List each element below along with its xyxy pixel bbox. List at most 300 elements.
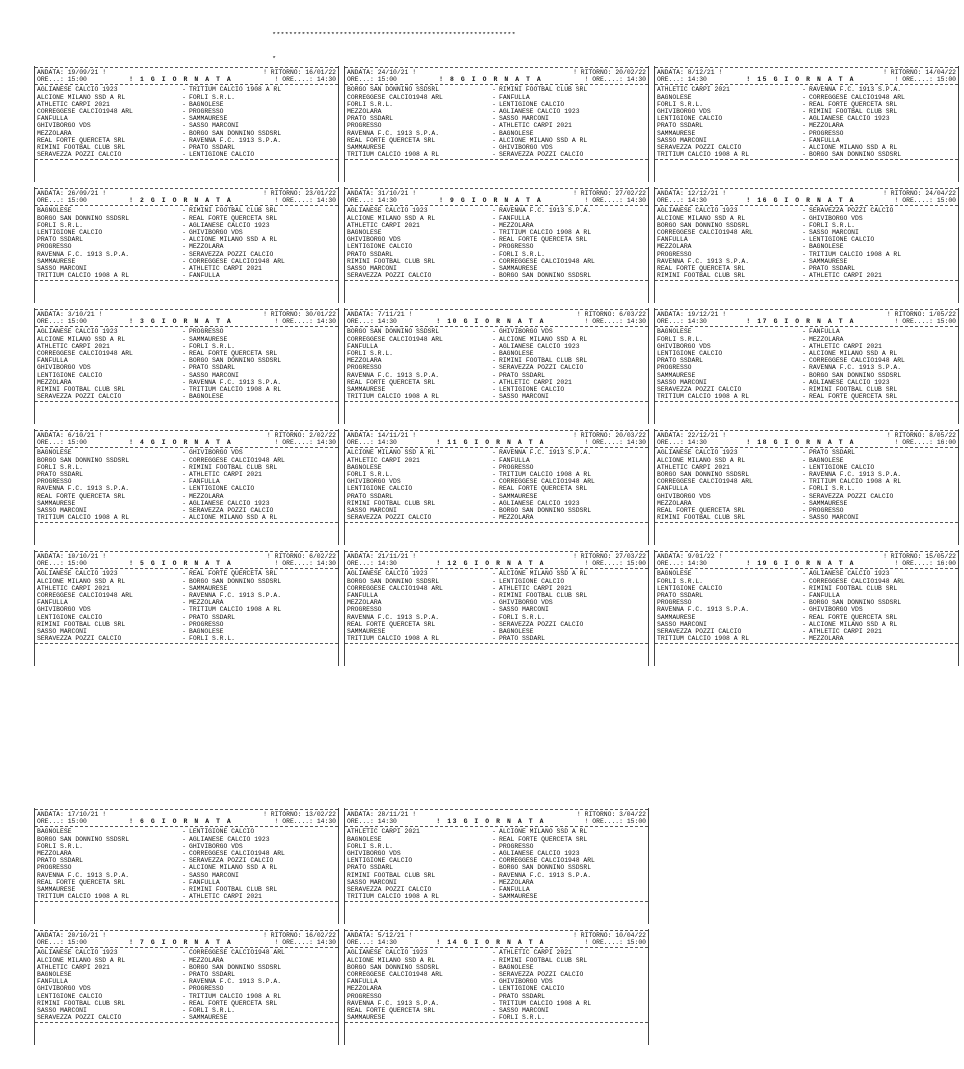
- bang-mark: !: [573, 432, 577, 439]
- giornata-title: [87, 76, 275, 83]
- home-team: RAVENNA F.C. 1913 S.P.A.: [37, 250, 130, 258]
- home-team: BORGO SAN DONNINO SSDSRL: [347, 86, 440, 94]
- ore-andata: 14:30: [687, 439, 707, 447]
- andata-date: 22/12/21: [687, 432, 719, 439]
- match-dash: -: [182, 842, 186, 850]
- ore-label: ORE...:: [37, 76, 64, 84]
- away-team: TRITIUM CALCIO 1908 A RL: [189, 86, 282, 94]
- away-team: SAMMAURESE: [809, 499, 848, 507]
- match-row: [655, 101, 958, 108]
- match-row: [345, 872, 648, 879]
- away-team: AGLIANESE CALCIO 1923: [189, 499, 270, 507]
- ritorno-date: 16/02/22: [305, 932, 336, 939]
- match-dash: -: [182, 122, 186, 130]
- ritorno-group: [267, 553, 336, 560]
- away-team: MEZZOLARA: [189, 599, 224, 607]
- match-row: [35, 251, 338, 258]
- match-dash: -: [492, 207, 496, 215]
- match-dash: -: [802, 143, 806, 151]
- match-row: [345, 386, 648, 393]
- andata-ritorno-row: [35, 553, 338, 560]
- ore-label: ORE....:: [282, 818, 313, 826]
- away-team: RIMINI FOOTBAL CLUB SRL: [189, 463, 278, 471]
- away-team: SERAVEZZA POZZI CALCIO: [499, 364, 584, 372]
- match-dash: -: [802, 272, 806, 280]
- match-row: [655, 243, 958, 250]
- match-dash: -: [492, 449, 496, 457]
- home-team: TRITIUM CALCIO 1908 A RL: [657, 393, 750, 401]
- away-team: PROGRESSO: [189, 985, 224, 993]
- home-team: PROGRESSO: [347, 122, 382, 130]
- match-dash: -: [492, 221, 496, 229]
- ore-label: ORE...:: [657, 439, 684, 447]
- ritorno-label: RITORNO:: [270, 190, 302, 197]
- home-team: MEZZOLARA: [657, 243, 692, 251]
- match-row: [345, 592, 648, 599]
- home-team: REAL FORTE QUERCETA SRL: [37, 878, 126, 886]
- giornata-number: 5: [139, 560, 146, 568]
- giornata-label: G I O R N A T A: [773, 197, 856, 205]
- ore-row: [655, 197, 958, 204]
- giornata-number: 14: [447, 939, 459, 947]
- separator-line: [345, 188, 648, 189]
- separator-line: [345, 280, 648, 281]
- match-dash: -: [182, 449, 186, 457]
- home-team: MEZZOLARA: [657, 499, 692, 507]
- home-team: SAMMAURESE: [347, 627, 386, 635]
- home-team: FANFULLA: [37, 115, 68, 123]
- match-dash: -: [802, 456, 806, 464]
- ore-row: [35, 818, 338, 825]
- bang-mark: !: [439, 197, 445, 205]
- match-dash: -: [182, 828, 186, 836]
- home-team: RIMINI FOOTBAL CLUB SRL: [657, 272, 746, 280]
- away-team: RAVENNA F.C. 1913 S.P.A.: [189, 378, 282, 386]
- home-team: FANFULLA: [657, 236, 688, 244]
- andata-date: 17/10/21: [67, 811, 99, 818]
- match-dash: -: [182, 885, 186, 893]
- match-dash: -: [182, 228, 186, 236]
- match-row: [655, 372, 958, 379]
- separator-line: [345, 84, 648, 85]
- ore-row: [345, 197, 648, 204]
- ritorno-date: 6/02/22: [309, 553, 336, 560]
- home-team: PRATO SSDARL: [347, 492, 394, 500]
- bang-mark: !: [263, 190, 267, 197]
- separator-line: [655, 430, 958, 431]
- match-dash: -: [492, 349, 496, 357]
- home-team: GHIVIBORGO VDS: [347, 236, 401, 244]
- separator-line: [345, 67, 648, 68]
- bang-mark: !: [412, 190, 417, 197]
- giornata-number: 10: [447, 318, 459, 326]
- andata-group: [657, 311, 726, 318]
- match-dash: -: [492, 963, 496, 971]
- home-team: PROGRESSO: [347, 606, 382, 614]
- away-team: FANFULLA: [499, 214, 530, 222]
- home-team: LENTIGIONE CALCIO: [347, 485, 413, 493]
- andata-label: ANDATA:: [37, 811, 64, 818]
- home-team: BAGNOLESE: [347, 835, 382, 843]
- away-team: ALCIONE MILANO SSD A RL: [499, 570, 588, 578]
- away-team: LENTIGIONE CALCIO: [189, 151, 255, 159]
- giornata-label: G I O R N A T A: [463, 560, 546, 568]
- ore-ritorno-group: [585, 560, 646, 567]
- match-row: [35, 964, 338, 971]
- home-team: BORGO SAN DONNINO SSDSRL: [347, 577, 440, 585]
- giornata-number: 7: [139, 939, 146, 947]
- away-team: BORGO SAN DONNINO SSDSRL: [189, 963, 282, 971]
- giornata-number: 11: [447, 439, 459, 447]
- match-row: [345, 236, 648, 243]
- header-star-side: *: [272, 56, 277, 60]
- match-row: [345, 207, 648, 214]
- away-team: PROGRESSO: [189, 328, 224, 336]
- home-team: BORGO SAN DONNINO SSDSRL: [657, 221, 750, 229]
- match-row: [345, 108, 648, 115]
- separator-line: [345, 826, 648, 827]
- home-team: AGLIANESE CALCIO 1923: [37, 86, 118, 94]
- separator-line: [345, 643, 648, 644]
- andata-ritorno-row: [655, 69, 958, 76]
- home-team: BORGO SAN DONNINO SSDSRL: [37, 835, 130, 843]
- home-team: RAVENNA F.C. 1913 S.P.A.: [657, 257, 750, 265]
- match-dash: -: [492, 470, 496, 478]
- match-dash: -: [182, 985, 186, 993]
- match-dash: -: [182, 577, 186, 585]
- ore-row: [35, 76, 338, 83]
- ritorno-group: [573, 932, 646, 939]
- ore-ritorno-group: [895, 560, 956, 567]
- andata-label: ANDATA:: [347, 553, 374, 560]
- away-team: MEZZOLARA: [809, 335, 844, 343]
- match-row: [345, 570, 648, 577]
- giornata-label: G I O R N A T A: [773, 439, 856, 447]
- away-team: GHIVIBORGO VDS: [499, 143, 553, 151]
- match-row: [35, 949, 338, 956]
- away-team: LENTIGIONE CALCIO: [189, 485, 255, 493]
- home-team: PROGRESSO: [37, 478, 72, 486]
- giornata-number: 19: [757, 560, 769, 568]
- ore-label: ORE...:: [37, 197, 64, 205]
- match-row: [35, 985, 338, 992]
- match-dash: -: [182, 871, 186, 879]
- match-dash: -: [492, 107, 496, 115]
- home-team: SAMMAURESE: [37, 499, 76, 507]
- match-dash: -: [802, 107, 806, 115]
- ore-row: [35, 318, 338, 325]
- home-team: AGLIANESE CALCIO 1923: [347, 207, 428, 215]
- match-dash: -: [182, 393, 186, 401]
- bang-mark: !: [129, 560, 135, 568]
- ore-label: ORE...:: [37, 560, 64, 568]
- separator-line: [35, 326, 338, 327]
- ore-row: [345, 439, 648, 446]
- match-dash: -: [802, 207, 806, 215]
- match-row: [345, 879, 648, 886]
- match-row: [345, 272, 648, 279]
- andata-ritorno-row: [35, 811, 338, 818]
- home-team: SASSO MARCONI: [347, 264, 397, 272]
- match-dash: -: [182, 635, 186, 643]
- away-team: TRITIUM CALCIO 1908 A RL: [809, 250, 902, 258]
- match-dash: -: [492, 357, 496, 365]
- away-team: REAL FORTE QUERCETA SRL: [499, 236, 588, 244]
- bang-mark: !: [746, 318, 752, 326]
- away-team: BAGNOLESE: [189, 100, 224, 108]
- bang-mark: !: [274, 76, 279, 84]
- bang-mark: !: [129, 818, 135, 826]
- andata-ritorno-row: [655, 190, 958, 197]
- ore-label: ORE...:: [347, 197, 374, 205]
- bang-mark: !: [894, 318, 899, 326]
- match-dash: -: [492, 970, 496, 978]
- ore-andata: 15:00: [67, 439, 87, 447]
- giornata-label: G I O R N A T A: [463, 818, 546, 826]
- match-dash: -: [492, 100, 496, 108]
- away-team: ALCIONE MILANO SSD A RL: [189, 236, 278, 244]
- match-row: [655, 500, 958, 507]
- away-team: ATHLETIC CARPI 2021: [809, 272, 882, 280]
- away-team: GHIVIBORGO VDS: [499, 599, 553, 607]
- match-row: [345, 864, 648, 871]
- match-dash: -: [802, 100, 806, 108]
- andata-group: [347, 311, 412, 318]
- away-team: ALCIONE MILANO SSD A RL: [499, 136, 588, 144]
- separator-line: [655, 67, 958, 68]
- ore-ritorno-group: [585, 818, 646, 825]
- away-team: SASSO MARCONI: [189, 871, 239, 879]
- match-row: [345, 328, 648, 335]
- ore-label: ORE...:: [347, 560, 374, 568]
- ore-andata: 14:30: [687, 76, 707, 84]
- andata-ritorno-row: [345, 432, 648, 439]
- away-team: PROGRESSO: [189, 107, 224, 115]
- away-team: CORREGGESE CALCIO1948 ARL: [809, 357, 905, 365]
- match-dash: -: [182, 129, 186, 137]
- away-team: PRATO SSDARL: [189, 613, 236, 621]
- andata-ritorno-row: [655, 432, 958, 439]
- giornata-label: G I O R N A T A: [150, 318, 233, 326]
- match-row: [655, 343, 958, 350]
- match-row: [345, 336, 648, 343]
- match-row: [35, 570, 338, 577]
- match-dash: -: [182, 207, 186, 215]
- match-dash: -: [492, 635, 496, 643]
- match-row: [35, 585, 338, 592]
- away-team: PRATO SSDARL: [499, 371, 546, 379]
- home-team: REAL FORTE QUERCETA SRL: [347, 620, 436, 628]
- ore-andata: 14:30: [377, 197, 397, 205]
- home-team: SASSO MARCONI: [657, 620, 707, 628]
- bang-mark: !: [274, 318, 279, 326]
- ore-ritorno-group: [275, 76, 336, 83]
- match-row: [655, 265, 958, 272]
- ritorno-date: 6/03/22: [619, 311, 646, 318]
- home-team: CORREGGESE CALCIO1948 ARL: [347, 335, 443, 343]
- home-team: MEZZOLARA: [37, 129, 72, 137]
- match-dash: -: [802, 264, 806, 272]
- bang-mark: !: [274, 560, 279, 568]
- andata-label: ANDATA:: [37, 69, 64, 76]
- ritorno-label: RITORNO:: [580, 553, 612, 560]
- bang-mark: !: [886, 311, 891, 318]
- match-row: [345, 606, 648, 613]
- match-dash: -: [182, 136, 186, 144]
- away-team: ALCIONE MILANO SSD A RL: [499, 828, 588, 836]
- andata-label: ANDATA:: [37, 432, 64, 439]
- andata-date: 8/12/21: [687, 69, 715, 76]
- home-team: SASSO MARCONI: [37, 627, 87, 635]
- match-row: [35, 872, 338, 879]
- ritorno-group: [573, 190, 646, 197]
- home-team: FORLI S.R.L.: [347, 349, 394, 357]
- ritorno-group: [573, 69, 646, 76]
- match-row: [655, 379, 958, 386]
- away-team: MEZZOLARA: [189, 492, 224, 500]
- match-row: [35, 836, 338, 843]
- separator-line: [35, 205, 338, 206]
- home-team: AGLIANESE CALCIO 1923: [657, 449, 738, 457]
- match-row: [35, 243, 338, 250]
- home-team: MEZZOLARA: [347, 599, 382, 607]
- home-team: FORLI S.R.L.: [37, 221, 84, 229]
- match-dash: -: [492, 857, 496, 865]
- home-team: CORREGGESE CALCIO1948 ARL: [37, 107, 133, 115]
- ore-andata-group: [347, 439, 397, 446]
- home-team: SERAVEZZA POZZI CALCIO: [37, 151, 122, 159]
- away-team: LENTIGIONE CALCIO: [809, 463, 875, 471]
- home-team: BAGNOLESE: [37, 828, 72, 836]
- home-team: GHIVIBORGO VDS: [37, 606, 91, 614]
- ore-label: ORE....:: [902, 318, 933, 326]
- match-dash: -: [182, 613, 186, 621]
- ore-label: ORE....:: [592, 818, 623, 826]
- ore-andata: 14:30: [377, 318, 397, 326]
- ore-row: [35, 939, 338, 946]
- home-team: SAMMAURESE: [347, 385, 386, 393]
- andata-date: 24/10/21: [377, 69, 409, 76]
- ritorno-label: RITORNO:: [274, 553, 306, 560]
- match-dash: -: [802, 393, 806, 401]
- bang-mark: !: [102, 932, 107, 939]
- away-team: BORGO SAN DONNINO SSDSRL: [189, 357, 282, 365]
- giornata-label: G I O R N A T A: [150, 76, 233, 84]
- away-team: FANFULLA: [189, 478, 220, 486]
- home-team: TRITIUM CALCIO 1908 A RL: [37, 514, 130, 522]
- match-row: [35, 971, 338, 978]
- match-dash: -: [802, 335, 806, 343]
- home-team: SERAVEZZA POZZI CALCIO: [347, 885, 432, 893]
- match-dash: -: [802, 499, 806, 507]
- bang-mark: !: [883, 553, 887, 560]
- giornata-block: [344, 429, 649, 545]
- bang-mark: !: [102, 553, 107, 560]
- home-team: FANFULLA: [657, 485, 688, 493]
- home-team: SERAVEZZA POZZI CALCIO: [657, 143, 742, 151]
- home-team: PRATO SSDARL: [657, 357, 704, 365]
- match-dash: -: [802, 492, 806, 500]
- home-team: SAMMAURESE: [657, 129, 696, 137]
- away-team: ATHLETIC CARPI 2021: [499, 584, 572, 592]
- andata-label: ANDATA:: [347, 69, 374, 76]
- home-team: PRATO SSDARL: [37, 470, 84, 478]
- home-team: BAGNOLESE: [37, 449, 72, 457]
- bang-mark: !: [129, 318, 135, 326]
- ore-label: ORE....:: [592, 939, 623, 947]
- away-team: BAGNOLESE: [189, 627, 224, 635]
- giornata-block: [344, 66, 649, 182]
- match-dash: -: [182, 257, 186, 265]
- match-dash: -: [182, 478, 186, 486]
- giornata-block: [34, 66, 339, 182]
- home-team: SAMMAURESE: [657, 613, 696, 621]
- match-row: [655, 364, 958, 371]
- giornata-number: 9: [449, 197, 456, 205]
- match-dash: -: [802, 613, 806, 621]
- ore-ritorno: 15:00: [626, 818, 646, 826]
- andata-group: [347, 932, 412, 939]
- match-dash: -: [182, 371, 186, 379]
- match-row: [35, 893, 338, 900]
- away-team: GHIVIBORGO VDS: [499, 978, 553, 986]
- match-row: [35, 336, 338, 343]
- bang-mark: !: [266, 553, 271, 560]
- home-team: BAGNOLESE: [657, 328, 692, 336]
- away-team: RIMINI FOOTBAL CLUB SRL: [809, 107, 898, 115]
- home-team: AGLIANESE CALCIO 1923: [657, 207, 738, 215]
- bang-mark: !: [263, 69, 267, 76]
- match-row: [345, 985, 648, 992]
- match-row: [345, 144, 648, 151]
- away-team: SAMMAURESE: [189, 584, 228, 592]
- home-team: MEZZOLARA: [37, 378, 72, 386]
- giornata-number: 18: [757, 439, 769, 447]
- match-dash: -: [492, 151, 496, 159]
- away-team: MEZZOLARA: [499, 221, 534, 229]
- home-team: RIMINI FOOTBAL CLUB SRL: [37, 143, 126, 151]
- match-row: [655, 130, 958, 137]
- match-row: [345, 850, 648, 857]
- match-row: [35, 628, 338, 635]
- home-team: TRITIUM CALCIO 1908 A RL: [657, 151, 750, 159]
- home-team: GHIVIBORGO VDS: [347, 478, 401, 486]
- away-team: SAMMAURESE: [189, 335, 228, 343]
- home-team: GHIVIBORGO VDS: [37, 985, 91, 993]
- away-team: SERAVEZZA POZZI CALCIO: [809, 492, 894, 500]
- home-team: ATHLETIC CARPI 2021: [657, 86, 730, 94]
- ore-row: [345, 560, 648, 567]
- away-team: BORGO SAN DONNINO SSDSRL: [499, 506, 592, 514]
- separator-line: [345, 551, 648, 552]
- match-row: [35, 236, 338, 243]
- home-team: AGLIANESE CALCIO 1923: [37, 328, 118, 336]
- giornata-title: [397, 76, 585, 83]
- ore-andata-group: [37, 560, 87, 567]
- match-row: [35, 393, 338, 400]
- away-team: CORREGGESE CALCIO1948 ARL: [809, 93, 905, 101]
- match-row: [655, 215, 958, 222]
- giornata-block: [34, 308, 339, 424]
- separator-line: [655, 309, 958, 310]
- home-team: RIMINI FOOTBAL CLUB SRL: [37, 620, 126, 628]
- away-team: MEZZOLARA: [499, 878, 534, 886]
- away-team: AGLIANESE CALCIO 1923: [189, 835, 270, 843]
- away-team: PROGRESSO: [809, 506, 844, 514]
- away-team: ATHLETIC CARPI 2021: [499, 378, 572, 386]
- away-team: ALCIONE MILANO SSD A RL: [499, 335, 588, 343]
- match-row: [655, 621, 958, 628]
